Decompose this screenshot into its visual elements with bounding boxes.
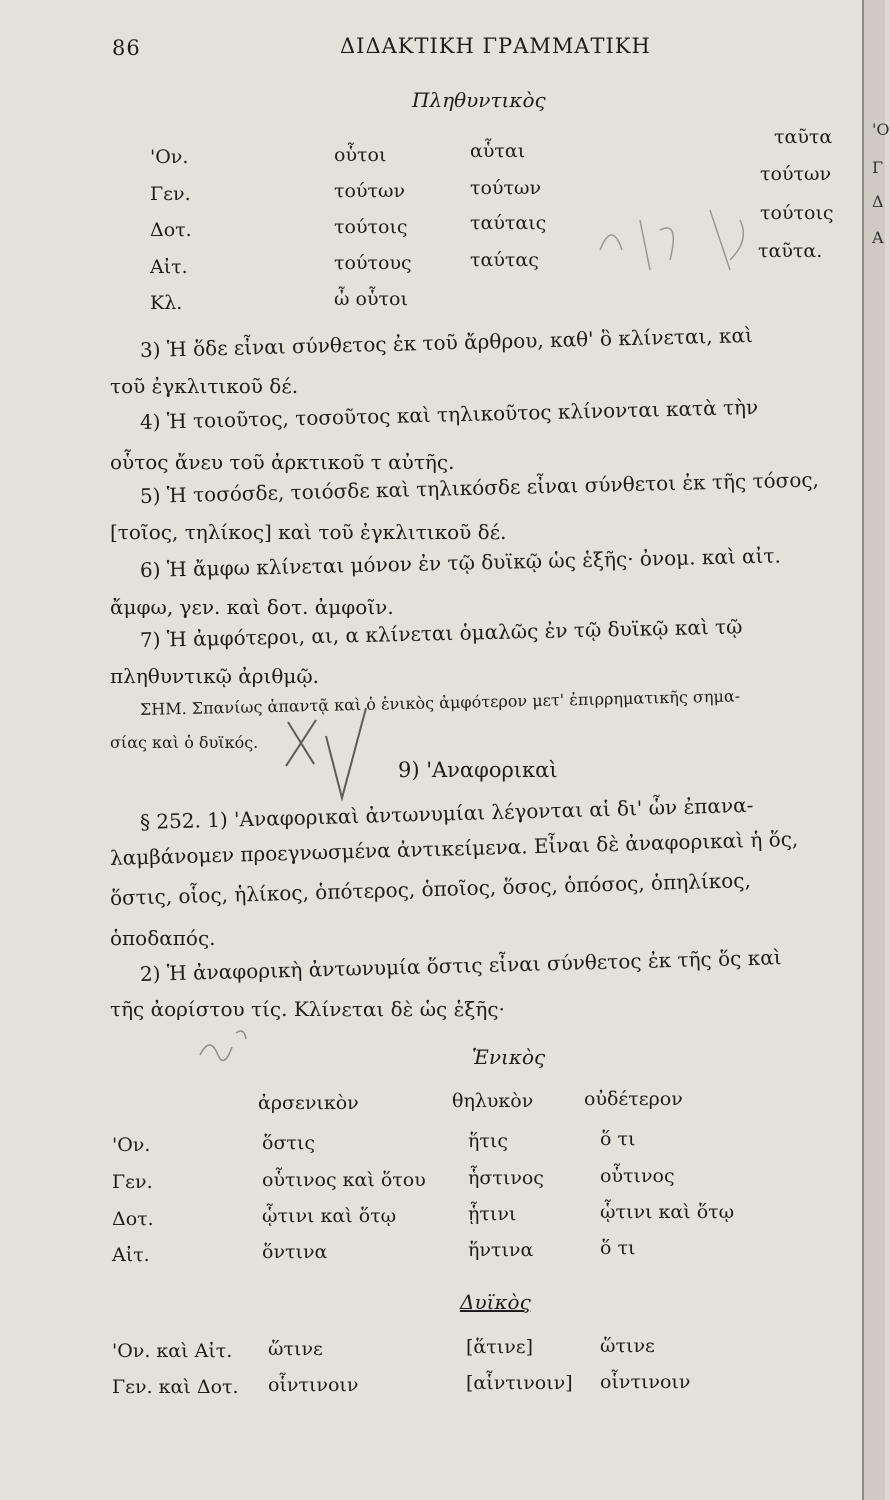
case-label: Δοτ. [112,1208,154,1230]
form-feminine: αὗται [470,140,526,162]
running-title: ΔΙΔΑΚΤΙΚΗ ΓΡΑΜΜΑΤΙΚΗ [340,34,651,58]
form-masculine: ὦ οὗτοι [334,288,408,310]
section-paragraph-1-line-2: λαμβάνομεν προεγνωσμένα ἀντικείμενα. Εἶναι δὲ ἀναφορικαὶ ἡ ὅς, [109,826,799,870]
note-line-1: ΣΗΜ. Σπανίως ἀπαντᾷ καὶ ὁ ἑνικὸς ἀμφότερον μετ' ἐπιρρηματικῆς σημα- [139,686,741,719]
section-paragraph-1-line-1: § 252. 1) 'Αναφορικαὶ ἀντωνυμίαι λέγονται αἱ δι' ὧν ἐπανα- [139,792,754,834]
paragraph-5-line-2: [τοῖος, τηλίκος] καὶ τοῦ ἐγκλιτικοῦ δέ. [110,520,507,544]
form-feminine: ἥτις [468,1130,508,1152]
pencil-check-marks [270,700,380,810]
case-label: Αἰτ. [112,1244,150,1266]
paragraph-7-line-2: πληθυντικῷ ἀριθμῷ. [110,664,320,688]
form-neuter: ταῦτα. [758,240,823,262]
pencil-scribble [590,190,790,290]
form-neuter: ταῦτα [774,126,833,148]
form-feminine: ταύτας [470,249,539,271]
case-label: Αἰτ. [150,256,188,278]
form-feminine: ἧστινος [468,1167,544,1189]
form-neuter: ὅ τι [600,1128,636,1150]
form-masculine: τούτοις [334,216,408,238]
adjacent-page-edge [862,0,890,1500]
form-neuter: τούτοις [760,202,834,224]
section-paragraph-1-line-3: ὅστις, οἷος, ἡλίκος, ὁπότερος, ὁποῖος, ὅσος, ὁπόσος, ὁπηλίκος, [109,868,752,910]
singular-heading: Ἑνικὸς [472,1045,546,1069]
section-paragraph-2-line-2: τῆς ἀορίστου τίς. Κλίνεται δὲ ὡς ἑξῆς· [110,997,505,1021]
form-neuter: τούτων [760,163,832,185]
form-masculine: τούτους [334,252,412,274]
case-label: 'Ον. καὶ Αἰτ. [112,1340,233,1362]
form-feminine: ταύταις [470,212,547,234]
case-label: 'Ον. [150,146,189,168]
form-masculine: οὗτοι [334,144,387,166]
case-label: Δοτ. [150,219,192,241]
case-label: Γεν. καὶ Δοτ. [112,1376,239,1398]
paragraph-6-line-2: ἄμφω, γεν. καὶ δοτ. ἀμφοῖν. [110,595,394,619]
paragraph-6-line-1: 6) Ἡ ἄμφω κλίνεται μόνον ἐν τῷ δυϊκῷ ὡς ἑξῆς· ὀνομ. καὶ αἰτ. [139,543,782,582]
margin-letter: Δ [872,192,884,211]
section-heading: 9) 'Αναφορικαὶ [398,758,558,782]
form-neuter: ὅ τι [600,1237,636,1259]
margin-letter: Α [872,228,884,247]
case-label: Γεν. [150,183,191,205]
paragraph-3-line-1: 3) Ἡ ὅδε εἶναι σύνθετος ἐκ τοῦ ἄρθρου, καθ' ὃ κλίνεται, καὶ [139,323,754,362]
case-label: 'Ον. [112,1134,151,1156]
column-header-neuter: οὐδέτερον [584,1088,683,1110]
note-line-2: σίας καὶ ὁ δυϊκός. [110,733,259,752]
form-neuter: οἷντινοιν [600,1371,691,1393]
pencil-margin-mark [190,1015,270,1075]
plural-heading: Πληθυντικὸς [412,88,546,112]
form-masculine: οἷντινοιν [268,1374,359,1396]
page-number: 86 [112,36,141,60]
paragraph-4-line-1: 4) Ἡ τοιοῦτος, τοσοῦτος καὶ τηλικοῦτος κλίνονται κατὰ τὴν [139,394,759,434]
form-feminine: ἥντινα [468,1239,534,1261]
paragraph-3-line-2: τοῦ ἐγκλιτικοῦ δέ. [110,374,299,398]
form-feminine: [ἅτινε] [466,1336,534,1358]
form-feminine: ᾗτινι [468,1203,517,1225]
case-label: Κλ. [150,292,183,314]
form-neuter: οὗτινος [600,1165,675,1187]
dual-heading: Δυϊκὸς [460,1290,531,1314]
form-masculine: ᾧτινι καὶ ὅτῳ [262,1205,397,1227]
case-label: Γεν. [112,1171,153,1193]
form-neuter: ᾧτινι καὶ ὅτῳ [600,1201,735,1223]
paragraph-7-line-1: 7) Ἡ ἀμφότεροι, αι, α κλίνεται ὁμαλῶς ἐν τῷ δυϊκῷ καὶ τῷ [139,614,743,652]
form-masculine: ὅστις [262,1132,316,1154]
form-neuter: ὥτινε [600,1335,655,1357]
form-masculine: οὗτινος καὶ ὅτου [262,1169,426,1191]
section-paragraph-1-line-4: ὁποδαπός. [110,926,216,950]
margin-letter: Γ [872,158,884,177]
column-header-feminine: θηλυκὸν [452,1090,534,1112]
margin-letter: 'Ο [872,120,890,139]
form-masculine: τούτων [334,180,406,202]
form-masculine: ὅντινα [262,1241,328,1263]
form-feminine: [αἷντινοιν] [466,1372,573,1394]
paragraph-4-line-2: οὗτος ἄνευ τοῦ ἀρκτικοῦ τ αὐτῆς. [110,450,455,474]
paragraph-5-line-1: 5) Ἡ τοσόσδε, τοιόσδε καὶ τηλικόσδε εἶναι σύνθετοι ἐκ τῆς τόσος, [139,467,820,508]
section-paragraph-2-line-1: 2) Ἡ ἀναφορικὴ ἀντωνυμία ὅστις εἶναι σύνθετος ἐκ τῆς ὅς καὶ [139,945,782,986]
column-header-masculine: ἀρσενικὸν [258,1092,359,1114]
form-masculine: ὥτινε [268,1338,323,1360]
form-feminine: τούτων [470,177,542,199]
